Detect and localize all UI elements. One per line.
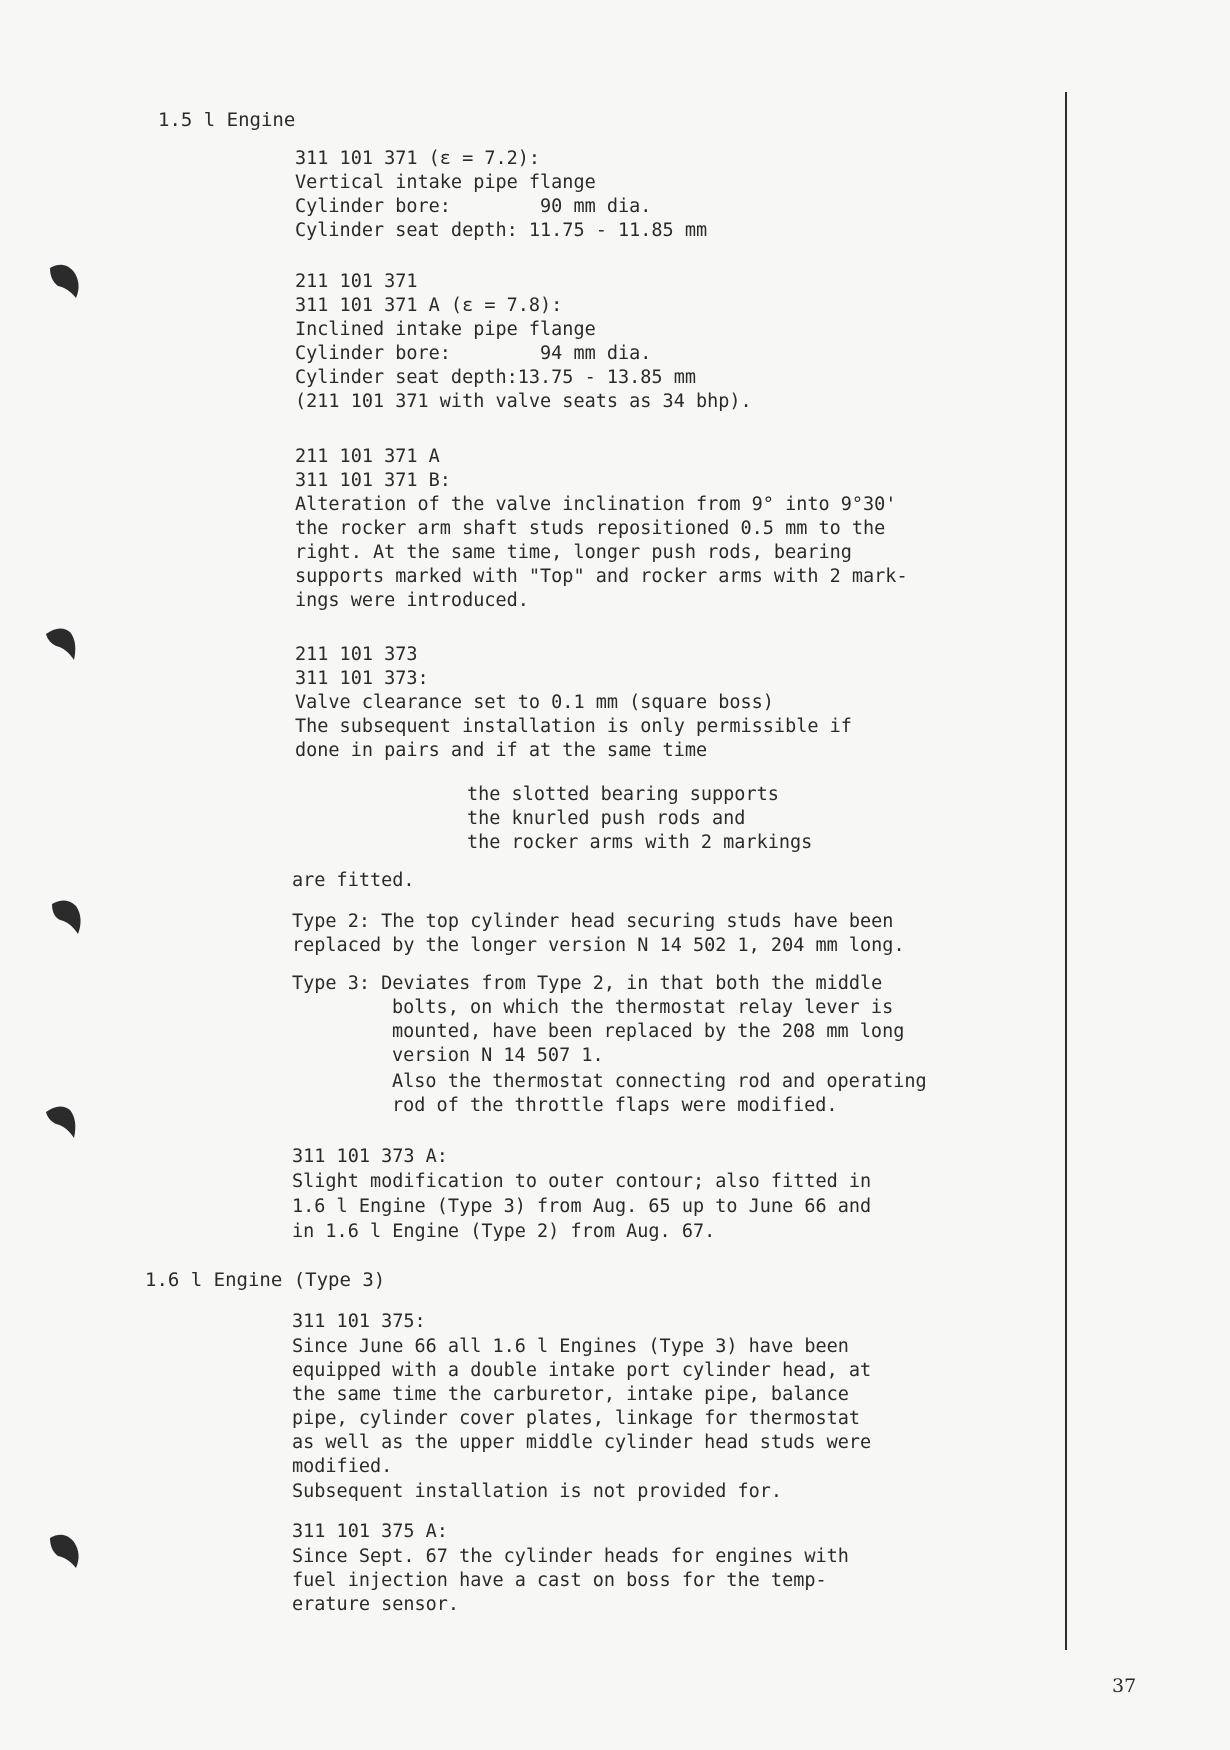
part-number: 311 101 371 A (ε = 7.8): xyxy=(295,295,563,316)
text-line: ings were introduced. xyxy=(295,590,529,611)
list-item: the rocker arms with 2 markings xyxy=(467,832,813,853)
text-line: supports marked with "Top" and rocker arms with 2 mark- xyxy=(295,566,908,587)
text-line: Cylinder seat depth: 11.75 - 11.85 mm xyxy=(295,220,708,241)
text-line: Cylinder bore: 90 mm dia. xyxy=(295,196,652,217)
text-line: Vertical intake pipe flange xyxy=(295,172,596,193)
text-line: in 1.6 l Engine (Type 2) from Aug. 67. xyxy=(292,1221,716,1242)
text-line: version N 14 507 1. xyxy=(392,1045,604,1066)
text-line: Cylinder seat depth:13.75 - 13.85 mm xyxy=(295,367,696,388)
punch-hole-icon xyxy=(44,258,88,304)
part-number: 211 101 373 xyxy=(295,644,418,665)
page-number: 37 xyxy=(1112,1675,1137,1697)
part-number: 311 101 371 B: xyxy=(295,470,451,491)
text-line: Since June 66 all 1.6 l Engines (Type 3) have been xyxy=(292,1336,849,1357)
text-line: Cylinder bore: 94 mm dia. xyxy=(295,343,652,364)
text-line: rod of the throttle flaps were modified. xyxy=(392,1095,838,1116)
punch-hole-icon xyxy=(44,892,88,938)
text-line: the same time the carburetor, intake pipe, balance xyxy=(292,1384,849,1405)
section-heading-1-6-engine-type-3: 1.6 l Engine (Type 3) xyxy=(145,1269,386,1291)
part-number: 211 101 371 xyxy=(295,271,418,292)
text-line: Type 3: Deviates from Type 2, in that both the middle xyxy=(292,973,883,994)
text-line: equipped with a double intake port cylinder head, at xyxy=(292,1360,872,1381)
text-line: fuel injection have a cast on boss for the temp- xyxy=(292,1570,827,1591)
text-line: Valve clearance set to 0.1 mm (square boss) xyxy=(295,692,774,713)
text-line: Inclined intake pipe flange xyxy=(295,319,596,340)
text-line: erature sensor. xyxy=(292,1594,460,1615)
punch-hole-icon xyxy=(44,620,88,666)
text-line: Type 2: The top cylinder head securing studs have been xyxy=(292,911,894,932)
text-line: are fitted. xyxy=(292,870,415,891)
text-line: the rocker arm shaft studs repositioned 0.5 mm to the xyxy=(295,518,886,539)
part-number: 311 101 375: xyxy=(292,1311,426,1332)
punch-hole-icon xyxy=(44,1528,88,1574)
part-number: 311 101 375 A: xyxy=(292,1521,448,1542)
list-item: the knurled push rods and xyxy=(467,808,746,829)
list-item: the slotted bearing supports xyxy=(467,784,779,805)
text-line: right. At the same time, longer push rods, bearing xyxy=(295,542,852,563)
text-line: Subsequent installation is not provided for. xyxy=(292,1481,783,1502)
text-line: Since Sept. 67 the cylinder heads for engines with xyxy=(292,1546,849,1567)
text-line: Also the thermostat connecting rod and operating xyxy=(392,1071,927,1092)
text-line: The subsequent installation is only permissible if xyxy=(295,716,852,737)
text-line: modified. xyxy=(292,1456,393,1477)
part-number: 211 101 371 A xyxy=(295,446,440,467)
text-line: replaced by the longer version N 14 502 1, 204 mm long. xyxy=(292,935,905,956)
text-line: mounted, have been replaced by the 208 mm long xyxy=(392,1021,905,1042)
section-heading-1-5-engine: 1.5 l Engine xyxy=(158,109,296,131)
punch-hole-icon xyxy=(44,1098,88,1144)
text-line: bolts, on which the thermostat relay lever is xyxy=(392,997,894,1018)
part-number: 311 101 373: xyxy=(295,668,429,689)
text-line: Alteration of the valve inclination from 9° into 9°30' xyxy=(295,494,897,515)
text-line: as well as the upper middle cylinder head studs were xyxy=(292,1432,872,1453)
part-number: 311 101 373 A: xyxy=(292,1146,448,1167)
margin-rule xyxy=(1065,92,1067,1650)
text-line: Slight modification to outer contour; also fitted in xyxy=(292,1171,872,1192)
part-number: 311 101 371 (ε = 7.2): xyxy=(295,148,541,169)
text-line: (211 101 371 with valve seats as 34 bhp). xyxy=(295,391,752,412)
text-line: 1.6 l Engine (Type 3) from Aug. 65 up to June 66 and xyxy=(292,1196,872,1217)
text-line: pipe, cylinder cover plates, linkage for thermostat xyxy=(292,1408,861,1429)
text-line: done in pairs and if at the same time xyxy=(295,740,708,761)
